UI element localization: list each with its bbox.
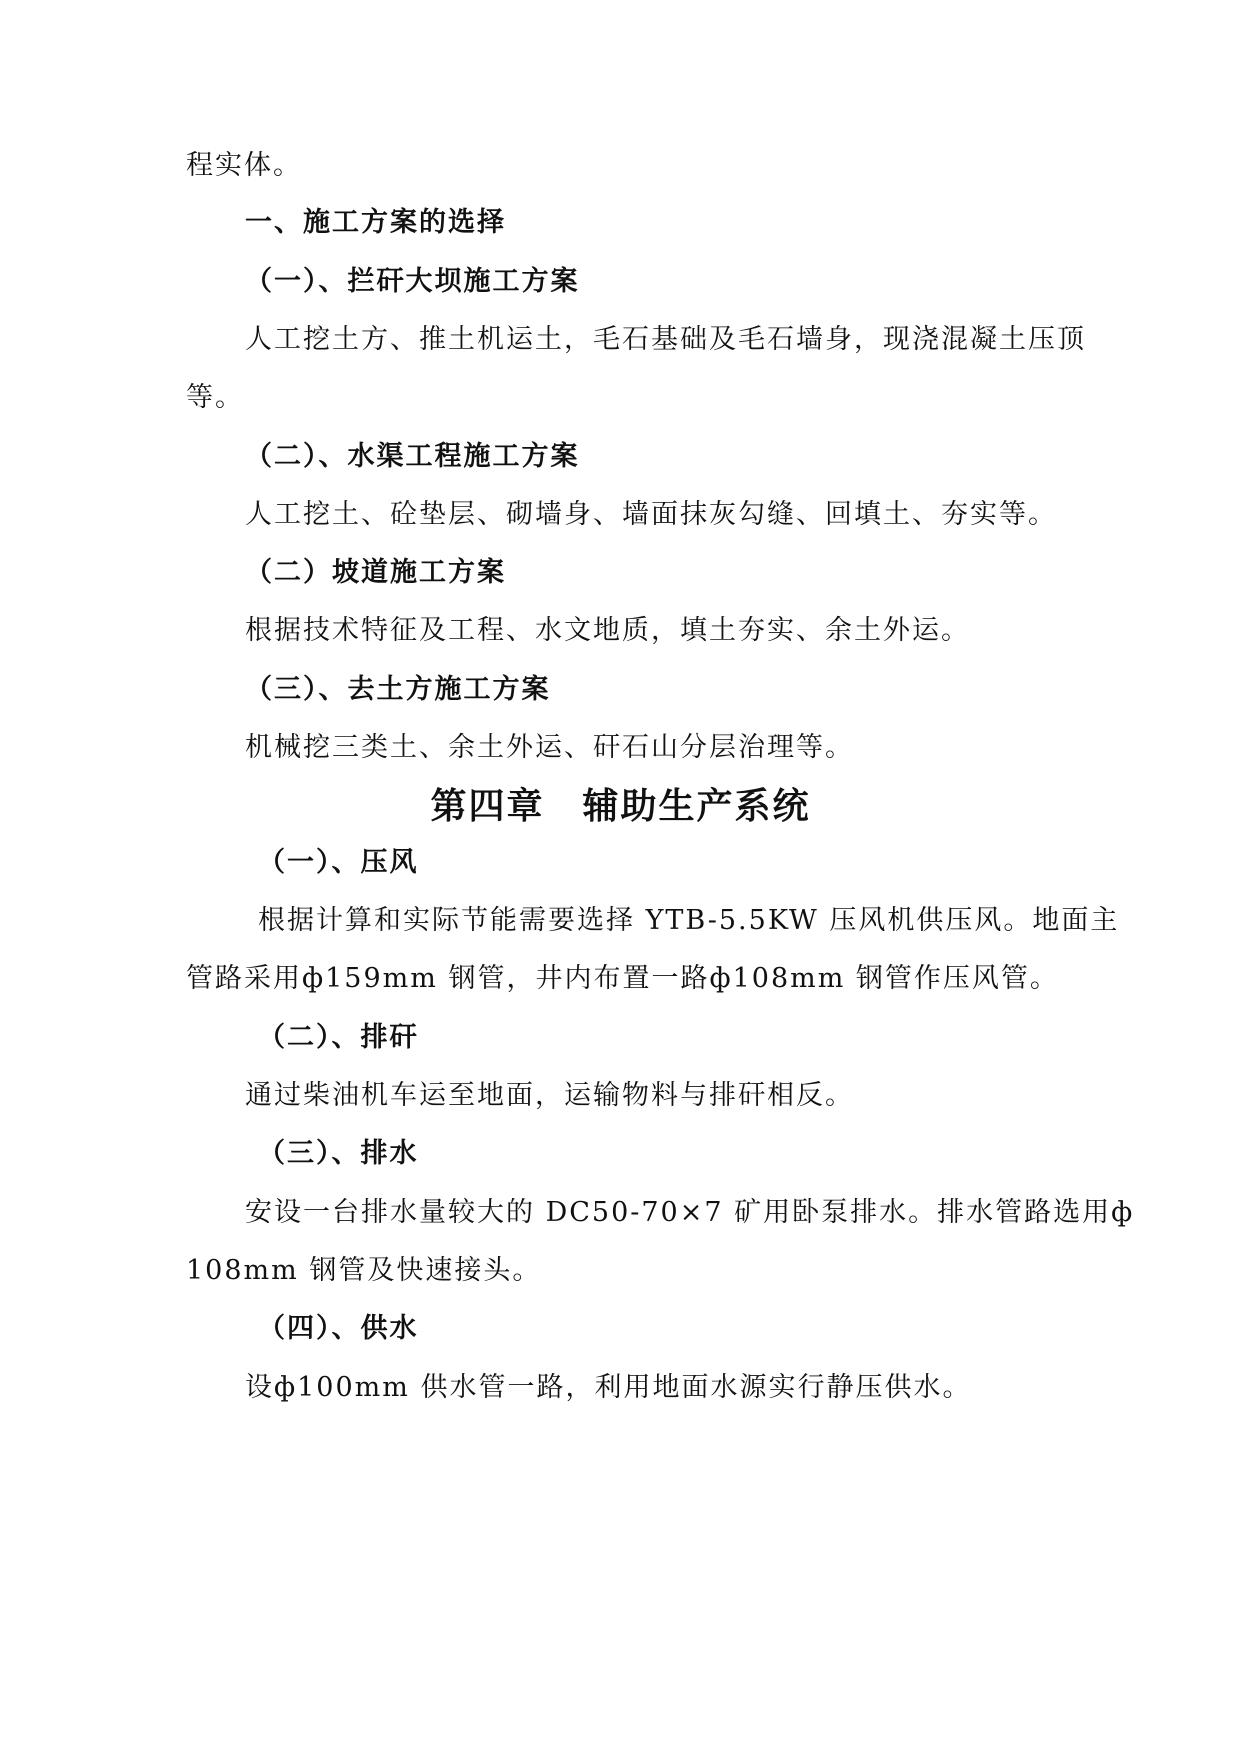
subsection-heading: （四）、供水	[258, 1313, 419, 1344]
paragraph-continuation: 程实体。	[186, 150, 302, 181]
paragraph-line: 设ф100mm 供水管一路，利用地面水源实行静压供水。	[245, 1372, 972, 1403]
paragraph-line: 根据计算和实际节能需要选择 YTB-5.5KW 压风机供压风。地面主	[258, 905, 1120, 936]
paragraph-line: 人工挖土、砼垫层、砌墙身、墙面抹灰勾缝、回填土、夯实等。	[245, 499, 1057, 530]
subsection-heading: （一）、压风	[258, 847, 419, 878]
subsection-heading: （二）、水渠工程施工方案	[245, 441, 580, 472]
subsection-heading: （一）、拦矸大坝施工方案	[245, 266, 580, 297]
subsection-heading: （二）坡道施工方案	[245, 557, 506, 588]
subsection-heading: （三）、去土方施工方案	[245, 674, 551, 705]
paragraph-line: 108mm 钢管及快速接头。	[186, 1255, 542, 1286]
paragraph-line: 机械挖三类土、余土外运、矸石山分层治理等。	[245, 732, 854, 763]
chapter-title: 第四章 辅助生产系统	[430, 786, 811, 827]
subsection-heading: （二）、排矸	[258, 1022, 419, 1053]
paragraph-line: 安设一台排水量较大的 DC50-70×7 矿用卧泵排水。排水管路选用ф	[245, 1197, 1135, 1228]
paragraph-line: 人工挖土方、推土机运土，毛石基础及毛石墙身，现浇混凝土压顶	[245, 324, 1086, 355]
paragraph-line: 管路采用ф159mm 钢管，井内布置一路ф108mm 钢管作压风管。	[186, 963, 1059, 994]
paragraph-line: 通过柴油机车运至地面，运输物料与排矸相反。	[245, 1080, 854, 1111]
subsection-heading: （三）、排水	[258, 1138, 419, 1169]
paragraph-line: 等。	[186, 382, 244, 413]
section-heading: 一、施工方案的选择	[245, 207, 506, 238]
paragraph-line: 根据技术特征及工程、水文地质，填土夯实、余土外运。	[245, 615, 970, 646]
